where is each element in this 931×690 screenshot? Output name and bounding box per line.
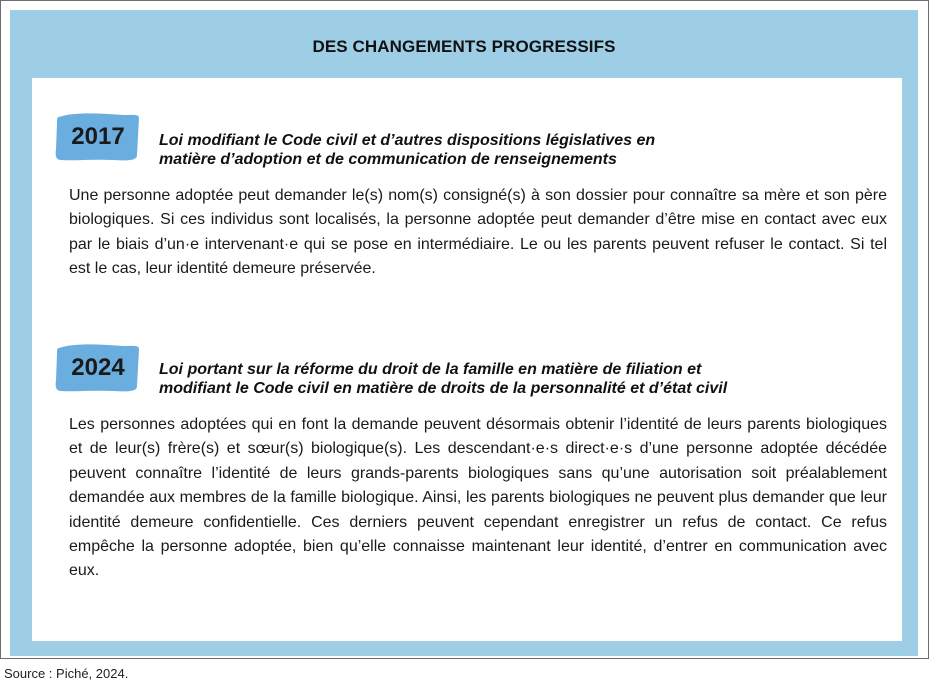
law-title-line: matière d’adoption et de communication de renseignements xyxy=(159,151,617,168)
info-panel xyxy=(10,10,918,656)
section-body-2024: Les personnes adoptées qui en font la demande peuvent désormais obtenir l’identité de leurs parents biologiques et de leur(s) frère(s) et sœur(s) biologique(s). Les descendant·e·s direct·e·s d’une personne adoptée décédée peuvent connaître l’identité de leurs grands-parents biologiques sans qu’une autorisation soit préalablement demandée aux membres de la famille biologique. Ainsi, les parents biologiques ne peuvent plus demander que leur identité demeure confidentielle. Ces derniers peuvent cependant enregistrer un refus de contact. Ce refus empêche la personne adoptée, bien qu’elle connaisse maintenant leur identité, d’entrer en communication avec eux. xyxy=(69,416,887,580)
section-body-2017: Une personne adoptée peut demander le(s) nom(s) consigné(s) à son dossier pour connaître sa mère et son père biologiques. Si ces individus sont localisés, la personne adoptée peut demander d’être mise en contact avec eux par le biais d’un·e intervenant·e qui se pose en intermédiaire. Le ou les parents peuvent refuser le contact. Si tel est le cas, leur identité demeure préservée. xyxy=(69,187,887,278)
year-label: 2024 xyxy=(71,354,125,381)
year-badge-2017 xyxy=(53,109,143,165)
year-label: 2017 xyxy=(71,123,125,150)
year-badge-2024 xyxy=(53,340,143,396)
law-title-line: Loi modifiant le Code civil et d’autres dispositions législatives en xyxy=(159,132,656,149)
law-title-line: modifiant le Code civil en matière de droits de la personnalité et d’état civil xyxy=(159,380,728,397)
content-box xyxy=(32,78,902,641)
law-title-2017 xyxy=(159,131,655,169)
law-title-line: Loi portant sur la réforme du droit de la famille en matière de filiation et xyxy=(159,361,702,378)
law-title-2024 xyxy=(159,360,727,398)
source-note: Source : Piché, 2024. xyxy=(4,666,129,681)
panel-title: DES CHANGEMENTS PROGRESSIFS xyxy=(312,37,616,56)
